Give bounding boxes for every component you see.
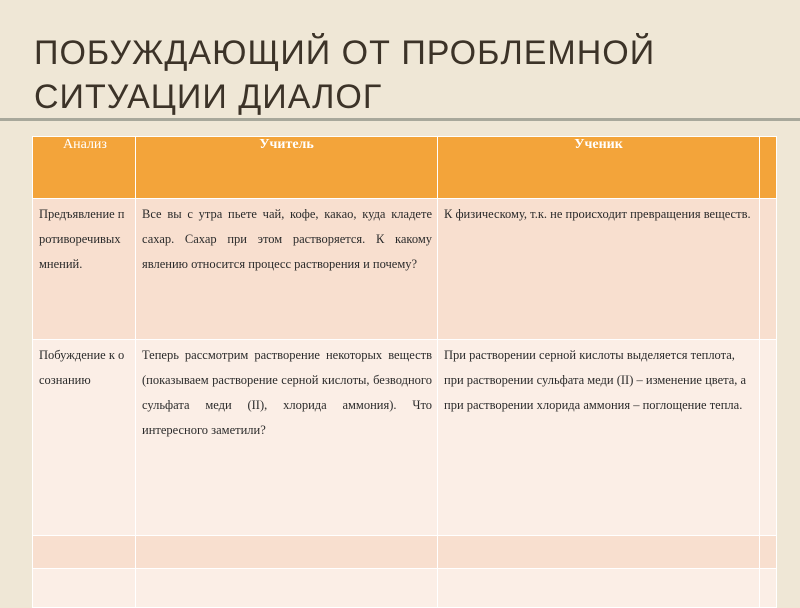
cell-empty <box>136 569 438 608</box>
analysis-text: Предъявление противоречивых мнений. <box>39 207 125 271</box>
cell-empty <box>33 536 136 569</box>
student-text: К физическому, т.к. не происходит превращения веществ. <box>444 207 751 221</box>
column-header-student: Ученик <box>438 137 760 199</box>
column-header-teacher: Учитель <box>136 137 438 199</box>
cell-analysis <box>33 199 136 340</box>
cell-empty <box>33 569 136 608</box>
cell-empty <box>760 569 777 608</box>
table-row-empty <box>33 569 777 608</box>
cell-extra <box>760 340 777 536</box>
table-row-empty <box>33 536 777 569</box>
cell-analysis <box>33 340 136 536</box>
table-row <box>33 199 777 340</box>
slide-title: ПОБУЖДАЮЩИЙ ОТ ПРОБЛЕМНОЙ СИТУАЦИИ ДИАЛОГ <box>34 34 656 116</box>
cell-empty <box>760 536 777 569</box>
analysis-text: Побуждение к осознанию <box>39 348 125 387</box>
title-divider <box>0 118 800 121</box>
teacher-text: Теперь рассмотрим растворение некоторых веществ (показываем растворение серной кислоты, безводного сульфата меди (II), хлорида аммония). Что интересного заметили? <box>142 348 432 437</box>
cell-student <box>438 340 760 536</box>
cell-empty <box>136 536 438 569</box>
cell-extra <box>760 199 777 340</box>
table-row <box>33 340 777 536</box>
cell-teacher <box>136 340 438 536</box>
student-text: При растворении серной кислоты выделяется теплота, при растворении сульфата меди (II) – изменение цвета, а при растворении хлорида аммония – поглощение тепла. <box>444 348 747 412</box>
column-header-analysis: Анализ <box>33 137 136 199</box>
cell-empty <box>438 536 760 569</box>
cell-student <box>438 199 760 340</box>
table-header-row <box>33 137 777 199</box>
teacher-text: Все вы с утра пьете чай, кофе, какао, куда кладете сахар. Сахар при этом растворяется. К какому явлению относится процесс растворения и почему? <box>142 207 432 271</box>
dialog-table <box>32 136 777 608</box>
cell-teacher <box>136 199 438 340</box>
column-header-extra <box>760 137 777 199</box>
cell-empty <box>438 569 760 608</box>
